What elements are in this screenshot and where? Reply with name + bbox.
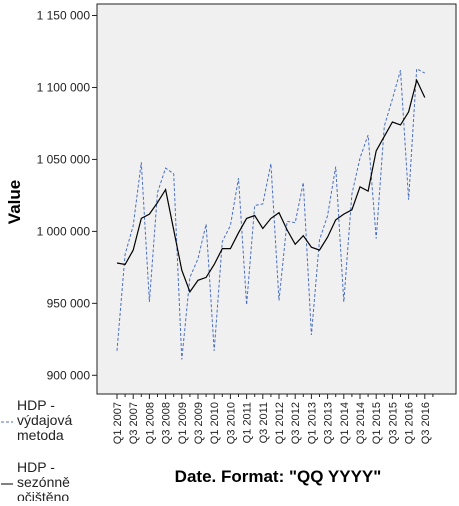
- x-tick-label: Q1 2010: [209, 402, 222, 445]
- x-tick-label: Q1 2014: [338, 402, 351, 445]
- y-tick-label: 1 050 000: [36, 152, 90, 167]
- x-tick-label: Q1 2009: [176, 402, 189, 445]
- y-tick-label: 1 150 000: [36, 8, 90, 23]
- y-tick-label: 1 100 000: [36, 80, 90, 95]
- x-tick-label: Q1 2011: [241, 402, 254, 444]
- x-tick-label: Q1 2007: [112, 402, 124, 445]
- x-tick-label: Q1 2015: [371, 402, 384, 445]
- x-tick-label: Q3 2009: [193, 402, 205, 445]
- plot-area: [97, 4, 456, 394]
- legend-label-1: HDP -výdajová metoda: [17, 397, 73, 443]
- x-tick-label: Q3 2013: [322, 402, 335, 445]
- x-tick-label: Q1 2013: [306, 402, 319, 445]
- legend: [1, 397, 72, 501]
- x-tick-label: Q1 2012: [274, 402, 286, 445]
- y-axis: [37, 9, 97, 383]
- x-tick-label: Q3 2014: [355, 402, 367, 445]
- legend-label-2: HDP -sezónně očištěno: [17, 459, 70, 501]
- y-tick-label: 1 000 000: [36, 224, 90, 239]
- y-axis-label: Value: [5, 179, 24, 225]
- x-axis: [112, 394, 433, 444]
- x-axis-label: Date. Format: "QQ YYYY": [174, 467, 382, 486]
- y-tick-label: 900 000: [46, 368, 90, 383]
- x-tick-label: Q1 2016: [403, 402, 416, 445]
- y-tick-label: 950 000: [46, 296, 90, 311]
- x-tick-label: Q3 2012: [290, 402, 303, 445]
- x-tick-label: Q3 2011: [257, 402, 270, 444]
- x-tick-label: Q3 2016: [419, 402, 432, 445]
- x-tick-label: Q3 2010: [225, 402, 238, 445]
- x-tick-label: Q3 2015: [387, 402, 400, 445]
- x-tick-label: Q1 2008: [144, 402, 157, 445]
- x-tick-label: Q3 2007: [128, 402, 141, 445]
- x-tick-label: Q3 2008: [160, 402, 173, 445]
